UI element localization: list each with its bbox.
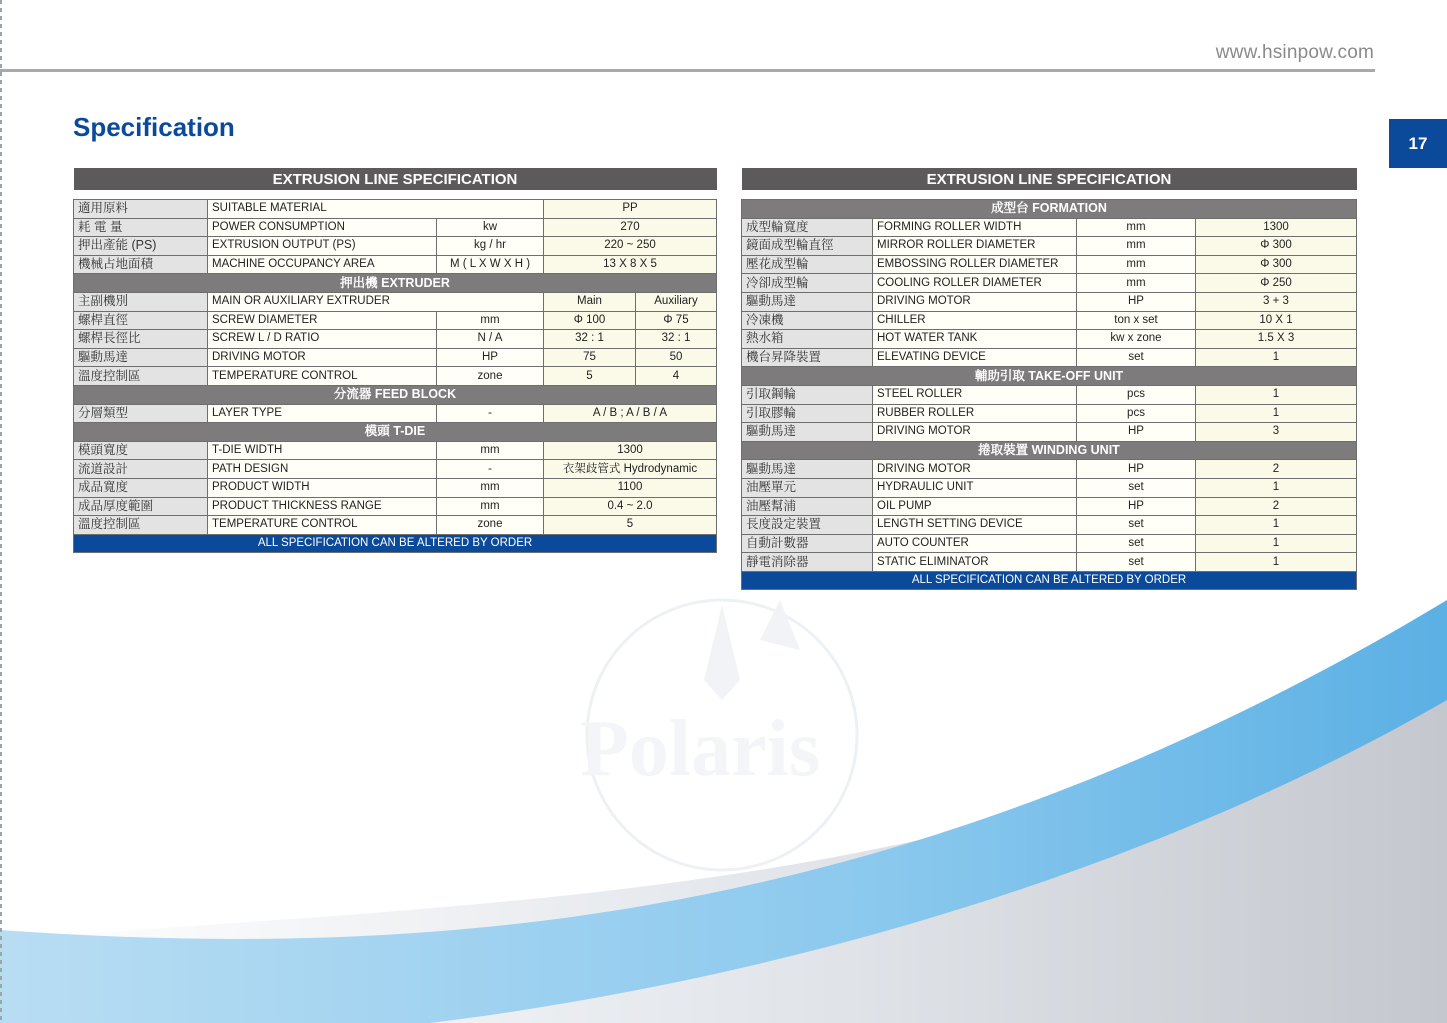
table-row <box>742 478 1357 497</box>
value-cell: 1 <box>1196 478 1357 497</box>
main-value: 75 <box>544 348 636 367</box>
value-cell: 0.4 ~ 2.0 <box>544 497 717 516</box>
label-zh: 成型輪寬度 <box>742 218 873 237</box>
section-row <box>742 441 1357 460</box>
page-title: Specification <box>73 112 235 142</box>
value-cell: 1300 <box>544 441 717 460</box>
label-en: PRODUCT THICKNESS RANGE <box>208 497 437 516</box>
unit-cell: HP <box>1077 497 1196 516</box>
unit-cell: set <box>1077 478 1196 497</box>
section-row <box>74 385 717 404</box>
table-title-row <box>742 168 1357 190</box>
label-zh: 成品厚度範圍 <box>74 497 208 516</box>
label-en: DRIVING MOTOR <box>873 460 1077 479</box>
value-cell: Φ 250 <box>1196 274 1357 293</box>
table-row <box>742 348 1357 367</box>
table-row <box>74 237 717 256</box>
table-row <box>74 497 717 516</box>
label-zh: 分層類型 <box>74 404 208 423</box>
unit-cell: mm <box>1077 255 1196 274</box>
label-en: CHILLER <box>873 311 1077 330</box>
table-row <box>74 460 717 479</box>
table-row <box>742 274 1357 293</box>
label-en: MIRROR ROLLER DIAMETER <box>873 237 1077 256</box>
section-winding-unit: 捲取裝置 WINDING UNIT <box>742 441 1357 460</box>
value-cell: 衣架歧管式 Hydrodynamic <box>544 460 717 479</box>
value-cell: Φ 300 <box>1196 237 1357 256</box>
table-title: EXTRUSION LINE SPECIFICATION <box>74 168 717 190</box>
label-en: MACHINE OCCUPANCY AREA <box>208 255 437 274</box>
unit-cell: kg / hr <box>437 237 544 256</box>
label-en: MAIN OR AUXILIARY EXTRUDER <box>208 292 544 311</box>
label-zh: 驅動馬達 <box>742 423 873 442</box>
section-extruder: 押出機 EXTRUDER <box>74 274 717 293</box>
label-zh: 自動計數器 <box>742 534 873 553</box>
value-cell: 10 X 1 <box>1196 311 1357 330</box>
label-zh: 引取膠輪 <box>742 404 873 423</box>
label-en: DRIVING MOTOR <box>873 423 1077 442</box>
table-row <box>74 441 717 460</box>
value-cell: 270 <box>544 218 717 237</box>
label-en: HOT WATER TANK <box>873 330 1077 349</box>
label-zh: 油壓幫浦 <box>742 497 873 516</box>
table-title: EXTRUSION LINE SPECIFICATION <box>742 168 1357 190</box>
left-spec-table <box>73 168 717 553</box>
aux-value: 50 <box>636 348 717 367</box>
unit-cell: mm <box>437 478 544 497</box>
left-dashed-border <box>0 0 2 1023</box>
table-row <box>742 237 1357 256</box>
unit-cell: - <box>437 404 544 423</box>
section-feed-block: 分流器 FEED BLOCK <box>74 385 717 404</box>
label-en: LENGTH SETTING DEVICE <box>873 516 1077 535</box>
aux-value: Φ 75 <box>636 311 717 330</box>
table-row <box>74 311 717 330</box>
label-zh: 螺桿直徑 <box>74 311 208 330</box>
label-en: TEMPERATURE CONTROL <box>208 516 437 535</box>
spacer <box>74 190 717 200</box>
label-zh: 機台昇降裝置 <box>742 348 873 367</box>
unit-cell: set <box>1077 534 1196 553</box>
label-en: SCREW L / D RATIO <box>208 330 437 349</box>
unit-cell: - <box>437 460 544 479</box>
value-cell: 1 <box>1196 516 1357 535</box>
section-row <box>74 423 717 442</box>
table-row <box>742 423 1357 442</box>
label-zh: 機械占地面積 <box>74 255 208 274</box>
label-zh: 成品寬度 <box>74 478 208 497</box>
footer-row <box>742 571 1357 590</box>
label-zh: 長度設定裝置 <box>742 516 873 535</box>
table-row <box>74 404 717 423</box>
label-zh: 驅動馬達 <box>742 460 873 479</box>
section-row <box>742 200 1357 219</box>
table-title-row <box>74 168 717 190</box>
value-cell: 1 <box>1196 553 1357 572</box>
main-value: Φ 100 <box>544 311 636 330</box>
unit-cell: kw <box>437 218 544 237</box>
label-en: PATH DESIGN <box>208 460 437 479</box>
section-take-off-unit: 輔助引取 TAKE-OFF UNIT <box>742 367 1357 386</box>
spacer <box>742 190 1357 200</box>
unit-cell: HP <box>1077 460 1196 479</box>
label-zh: 溫度控制區 <box>74 516 208 535</box>
aux-value: 32 : 1 <box>636 330 717 349</box>
section-formation: 成型台 FORMATION <box>742 200 1357 219</box>
section-row <box>742 367 1357 386</box>
table-row <box>742 534 1357 553</box>
label-en: DRIVING MOTOR <box>873 292 1077 311</box>
label-en: PRODUCT WIDTH <box>208 478 437 497</box>
value-cell: 1 <box>1196 348 1357 367</box>
value-cell: 2 <box>1196 497 1357 516</box>
value-cell: 3 <box>1196 423 1357 442</box>
table-row <box>742 404 1357 423</box>
label-en: SUITABLE MATERIAL <box>208 200 544 219</box>
label-en: STEEL ROLLER <box>873 385 1077 404</box>
table-row <box>742 497 1357 516</box>
label-en: AUTO COUNTER <box>873 534 1077 553</box>
value-cell: 1 <box>1196 385 1357 404</box>
value-cell: 2 <box>1196 460 1357 479</box>
label-en: LAYER TYPE <box>208 404 437 423</box>
label-en: FORMING ROLLER WIDTH <box>873 218 1077 237</box>
label-en: T-DIE WIDTH <box>208 441 437 460</box>
table-row <box>74 516 717 535</box>
aux-value: 4 <box>636 367 717 386</box>
unit-cell: set <box>1077 553 1196 572</box>
value-cell: 13 X 8 X 5 <box>544 255 717 274</box>
unit-cell: zone <box>437 367 544 386</box>
table-row <box>74 218 717 237</box>
unit-cell: pcs <box>1077 404 1196 423</box>
table-row <box>742 292 1357 311</box>
website-url: www.hsinpow.com <box>1215 42 1374 63</box>
spacer-row <box>74 190 717 200</box>
label-zh: 模頭寬度 <box>74 441 208 460</box>
table-row <box>742 516 1357 535</box>
label-zh: 油壓單元 <box>742 478 873 497</box>
unit-cell: HP <box>1077 423 1196 442</box>
label-zh: 押出產能 (PS) <box>74 237 208 256</box>
value-cell: 1.5 X 3 <box>1196 330 1357 349</box>
value-cell: A / B ; A / B / A <box>544 404 717 423</box>
value-cell: 1300 <box>1196 218 1357 237</box>
spacer-row <box>742 190 1357 200</box>
label-zh: 驅動馬達 <box>742 292 873 311</box>
unit-cell: pcs <box>1077 385 1196 404</box>
table-row <box>742 385 1357 404</box>
unit-cell: mm <box>437 311 544 330</box>
value-cell: 1100 <box>544 478 717 497</box>
unit-cell: zone <box>437 516 544 535</box>
main-header: Main <box>544 292 636 311</box>
value-cell: 220 ~ 250 <box>544 237 717 256</box>
label-en: RUBBER ROLLER <box>873 404 1077 423</box>
page-number-badge: 17 <box>1389 119 1447 168</box>
unit-cell: HP <box>437 348 544 367</box>
unit-cell: mm <box>437 497 544 516</box>
section-t-die: 模頭 T-DIE <box>74 423 717 442</box>
label-en: SCREW DIAMETER <box>208 311 437 330</box>
label-zh: 驅動馬達 <box>74 348 208 367</box>
footer-row <box>74 534 717 553</box>
label-en: EMBOSSING ROLLER DIAMETER <box>873 255 1077 274</box>
label-zh: 壓花成型輪 <box>742 255 873 274</box>
label-zh: 螺桿長徑比 <box>74 330 208 349</box>
section-row <box>74 274 717 293</box>
unit-cell: ton x set <box>1077 311 1196 330</box>
main-value: 32 : 1 <box>544 330 636 349</box>
table-row <box>74 330 717 349</box>
label-zh: 靜電消除器 <box>742 553 873 572</box>
label-zh: 熱水箱 <box>742 330 873 349</box>
unit-cell: set <box>1077 516 1196 535</box>
label-zh: 溫度控制區 <box>74 367 208 386</box>
unit-cell: kw x zone <box>1077 330 1196 349</box>
label-zh: 鏡面成型輪直徑 <box>742 237 873 256</box>
label-en: DRIVING MOTOR <box>208 348 437 367</box>
table-row <box>74 255 717 274</box>
label-zh: 適用原料 <box>74 200 208 219</box>
label-en: POWER CONSUMPTION <box>208 218 437 237</box>
table-row <box>742 460 1357 479</box>
unit-cell: mm <box>1077 218 1196 237</box>
value-cell: 5 <box>544 516 717 535</box>
label-en: TEMPERATURE CONTROL <box>208 367 437 386</box>
label-zh: 耗 電 量 <box>74 218 208 237</box>
watermark-text: Polaris <box>580 705 820 793</box>
aux-header: Auxiliary <box>636 292 717 311</box>
table-row <box>742 218 1357 237</box>
unit-cell: M ( L X W X H ) <box>437 255 544 274</box>
label-zh: 冷卻成型輪 <box>742 274 873 293</box>
label-zh: 引取鋼輪 <box>742 385 873 404</box>
unit-cell: mm <box>437 441 544 460</box>
label-zh: 主副機別 <box>74 292 208 311</box>
main-value: 5 <box>544 367 636 386</box>
table-row <box>742 330 1357 349</box>
table-row <box>74 200 717 219</box>
label-en: OIL PUMP <box>873 497 1077 516</box>
table-row <box>74 292 717 311</box>
unit-cell: mm <box>1077 237 1196 256</box>
value-cell: 1 <box>1196 404 1357 423</box>
unit-cell: HP <box>1077 292 1196 311</box>
value-cell: 3 + 3 <box>1196 292 1357 311</box>
right-spec-table <box>741 168 1357 590</box>
label-en: EXTRUSION OUTPUT (PS) <box>208 237 437 256</box>
table-row <box>742 255 1357 274</box>
table-row <box>742 553 1357 572</box>
table-row <box>74 367 717 386</box>
label-en: ELEVATING DEVICE <box>873 348 1077 367</box>
value-cell: 1 <box>1196 534 1357 553</box>
label-en: COOLING ROLLER DIAMETER <box>873 274 1077 293</box>
table-row <box>742 311 1357 330</box>
value-cell: PP <box>544 200 717 219</box>
value-cell: Φ 300 <box>1196 255 1357 274</box>
label-zh: 冷凍機 <box>742 311 873 330</box>
unit-cell: set <box>1077 348 1196 367</box>
label-zh: 流道設計 <box>74 460 208 479</box>
footer-note: ALL SPECIFICATION CAN BE ALTERED BY ORDER <box>74 534 717 553</box>
unit-cell: mm <box>1077 274 1196 293</box>
table-row <box>74 348 717 367</box>
table-row <box>74 478 717 497</box>
footer-note: ALL SPECIFICATION CAN BE ALTERED BY ORDER <box>742 571 1357 590</box>
header-rule <box>0 69 1375 72</box>
label-en: STATIC ELIMINATOR <box>873 553 1077 572</box>
unit-cell: N / A <box>437 330 544 349</box>
label-en: HYDRAULIC UNIT <box>873 478 1077 497</box>
